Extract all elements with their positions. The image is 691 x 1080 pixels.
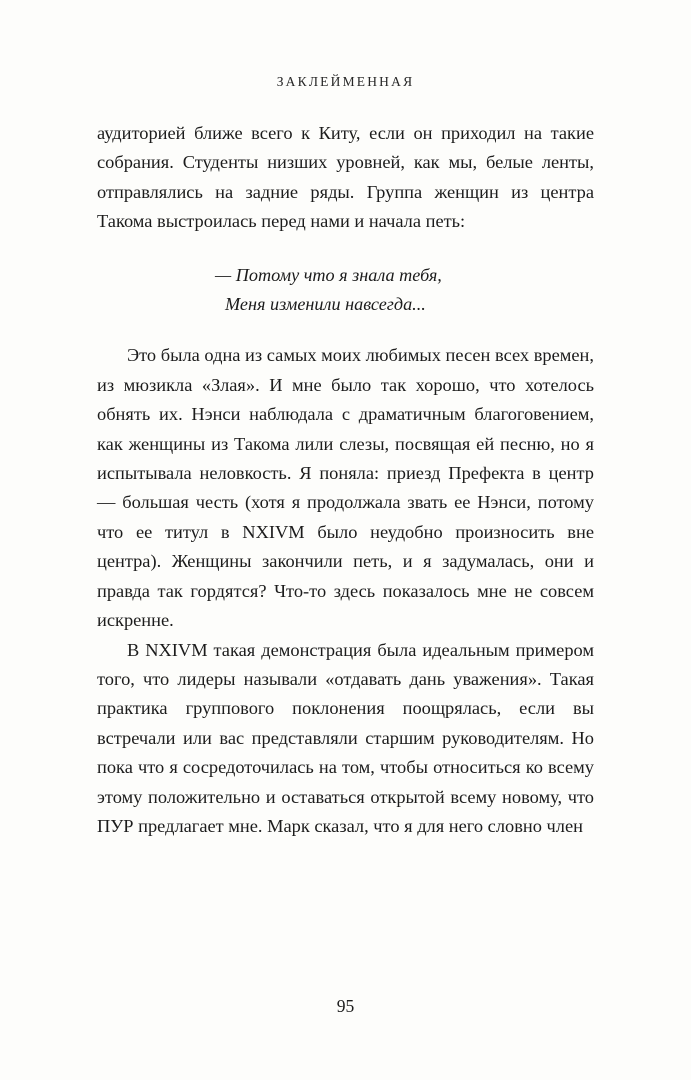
verse-line-2: Меня изменили навсегда... xyxy=(225,294,426,315)
paragraph-continued: аудиторией ближе всего к Киту, если он приходил на такие собрания. Студенты низших уровней, как мы, белые ленты, отправлялись на задние ряды. Группа женщин из центра Такома выстроилась перед нами и начала петь: xyxy=(97,123,594,232)
page-body xyxy=(97,119,594,841)
paragraph-favorite-song: Это была одна из самых моих любимых песен всех времен, из мюзикла «Злая». И мне было так хорошо, что хотелось обнять их. Нэнси наблюдала с драматичным благоговением, как женщины из Такома лили слезы, посвящая ей песню, но я испытывала неловкость. Я поняла: приезд Префекта в центр — большая честь (хотя я продолжала звать ее Нэнси, потому что ее титул в NXIVM было неудобно произносить вне центра). Женщины закончили петь, и я задумалась, они и правда так гордятся? Что-то здесь показалось мне не совсем искренне. xyxy=(97,345,594,631)
verse-block xyxy=(97,261,594,320)
running-head: ЗАКЛЕЙМЕННАЯ xyxy=(276,74,415,89)
page-number: 95 xyxy=(336,996,355,1016)
paragraph-nxivm-demo: В NXIVM такая демонстрация была идеальным примером того, что лидеры называли «отдавать дань уважения». Такая практика группового поклонения поощрялась, если вы встречали или вас представляли старшим руководителям. Но пока что я сосредоточилась на том, чтобы относиться ко всему этому положительно и оставаться открытой всему новому, что ПУР предлагает мне. Марк сказал, что я для него словно член xyxy=(97,639,594,836)
verse-line-1: — Потому что я знала тебя, xyxy=(215,264,442,285)
